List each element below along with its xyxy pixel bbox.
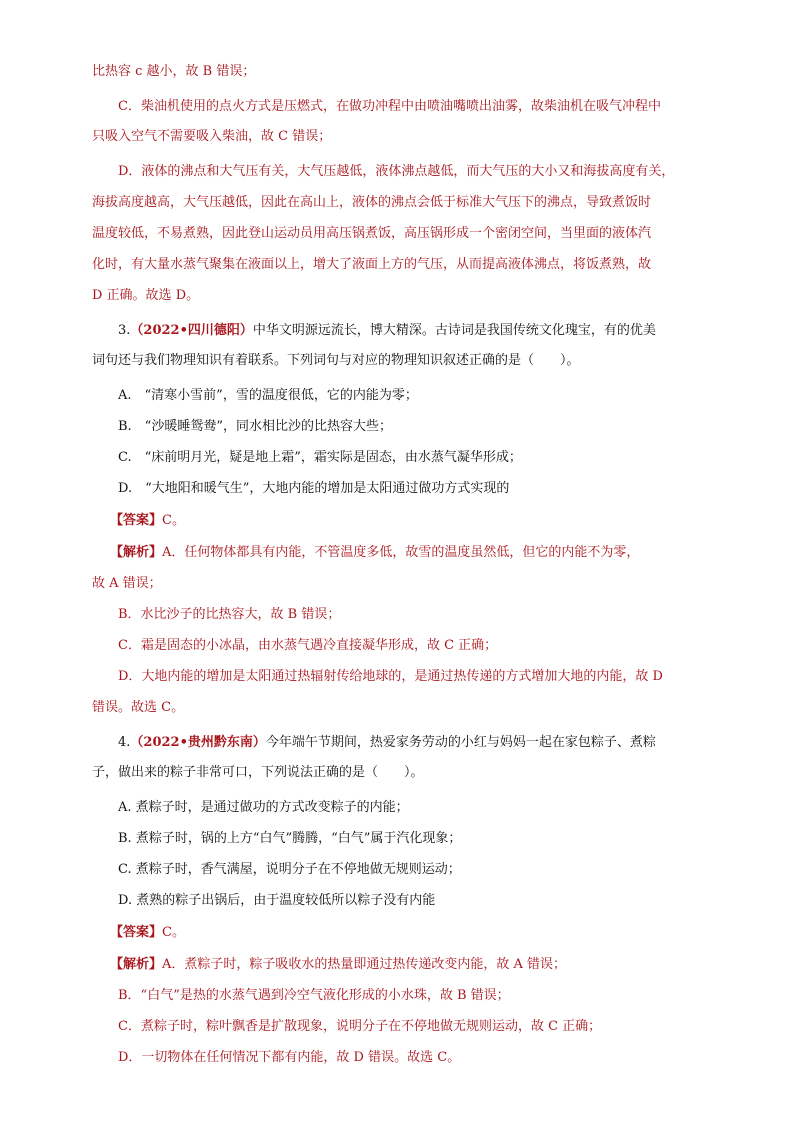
text-line (92, 257, 651, 273)
text-line (92, 576, 162, 592)
line-text: A．煮粽子时，粽子吸收水的热量即通过热传递改变内能，故 A 错误； (162, 957, 567, 972)
line-text: B．水比沙子的比热容大，故 B 错误； (118, 607, 341, 622)
line-text: C。 (162, 925, 185, 940)
line-text: D. “大地阳和暖气生”，大地内能的增加是太阳通过做功方式实现的 (118, 481, 510, 496)
line-text: 中华文明源远流长，博大精深。古诗词是我国传统文化瑰宝，有的优美 (252, 323, 656, 338)
section-label: 【解析】 (110, 545, 163, 560)
line-text: D 正确。故选 D。 (92, 288, 200, 303)
text-line (118, 800, 409, 816)
text-line (118, 831, 461, 847)
question-number: 3. (118, 323, 131, 338)
section-label: 【解析】 (110, 957, 163, 972)
line-text: C. 煮粽子时，香气满屋，说明分子在不停地做无规则运动； (118, 862, 461, 877)
text-line (92, 353, 580, 369)
line-text: A．任何物体都具有内能，不管温度多低，故雪的温度虽然低，但它的内能不为零， (162, 545, 640, 560)
line-text: C．煮粽子时，粽叶飘香是扩散现象，说明分子在不停地做无规则运动，故 C 正确； (118, 1019, 602, 1034)
line-text: D．一切物体在任何情况下都有内能，故 D 错误。故选 C。 (118, 1050, 461, 1065)
question-source: （2022•四川德阳） (130, 323, 253, 338)
line-text: C．柴油机使用的点火方式是压燃式，在做功冲程中由喷油嘴喷出油雾，故柴油机在吸气冲程中 (118, 99, 661, 114)
text-line (92, 765, 424, 781)
text-line (110, 545, 639, 561)
text-line (118, 419, 392, 435)
line-text: A. 煮粽子时，是通过做功的方式改变粽子的内能； (118, 800, 409, 815)
text-line (118, 164, 674, 180)
text-line (118, 1050, 460, 1066)
line-text: 化时，有大量水蒸气聚集在液面以上，增大了液面上方的气压，从而提高液体沸点，将饭煮熟，故 (92, 257, 652, 272)
line-text: C．霜是固态的小冰晶，由水蒸气遇冷直接凝华形成，故 C 正确； (118, 638, 498, 653)
text-line (92, 700, 184, 716)
text-line (118, 735, 656, 751)
line-text: 错误。故选 C。 (92, 700, 185, 715)
text-line (118, 862, 461, 878)
text-line (92, 226, 651, 242)
text-line (118, 669, 663, 685)
text-line (118, 388, 418, 404)
question-number: 4. (118, 735, 131, 750)
line-text: 只吸入空气不需要吸入柴油，故 C 错误； (92, 129, 332, 144)
line-text: 故 A 错误； (92, 576, 162, 591)
line-text: B. “沙暖睡鸳鸯”，同水相比沙的比热容大些； (118, 419, 392, 434)
text-line (118, 607, 340, 623)
line-text: 比热容 c 越小，故 B 错误； (92, 64, 256, 79)
line-text: 子，做出来的粽子非常可口，下列说法正确的是（ ）。 (92, 765, 424, 780)
text-line (110, 925, 185, 941)
line-text: 温度较低，不易煮熟，因此登山运动员用高压锅煮饭，高压锅形成一个密闭空间，当里面的液体汽 (92, 226, 652, 241)
text-line (92, 64, 255, 80)
section-label: 【答案】 (110, 925, 163, 940)
line-text: B．“白气”是热的水蒸气遇到冷空气液化形成的小水珠，故 B 错误； (118, 988, 510, 1003)
line-text: A. “清寒小雪前”，雪的温度很低，它的内能为零； (118, 388, 418, 403)
text-line (118, 99, 661, 115)
text-line (118, 1019, 601, 1035)
text-line (92, 129, 331, 145)
line-text: 词句还与我们物理知识有着联系。下列词句与对应的物理知识叙述正确的是（ ）。 (92, 353, 580, 368)
line-text: 今年端午节期间，热爱家务劳动的小红与妈妈一起在家包粽子、煮粽 (265, 735, 656, 750)
line-text: C. “床前明月光，疑是地上霜”，霜实际是固态，由水蒸气凝华形成； (118, 450, 522, 465)
line-text: 海拔高度越高，大气压越低，因此在高山上，液体的沸点会低于标准大气压下的沸点，导致煮饭时 (92, 195, 652, 210)
text-line (92, 195, 651, 211)
section-label: 【答案】 (110, 513, 163, 528)
text-line (110, 513, 185, 529)
text-line (118, 450, 522, 466)
text-line (118, 893, 435, 909)
text-line (118, 323, 656, 339)
text-line (92, 288, 199, 304)
line-text: C。 (162, 513, 185, 528)
text-line (118, 481, 509, 497)
text-line (110, 957, 566, 973)
text-line (118, 638, 497, 654)
line-text: D．大地内能的增加是太阳通过热辐射传给地球的，是通过热传递的方式增加大地的内能，故 D (118, 669, 663, 684)
line-text: D．液体的沸点和大气压有关，大气压越低，液体沸点越低，而大气压的大小又和海拔高度有关， (118, 164, 675, 179)
question-source: （2022•贵州黔东南） (130, 735, 266, 750)
line-text: B. 煮粽子时，锅的上方“白气”腾腾，“白气”属于汽化现象； (118, 831, 462, 846)
text-line (118, 988, 510, 1004)
line-text: D. 煮熟的粽子出锅后，由于温度较低所以粽子没有内能 (118, 893, 436, 908)
